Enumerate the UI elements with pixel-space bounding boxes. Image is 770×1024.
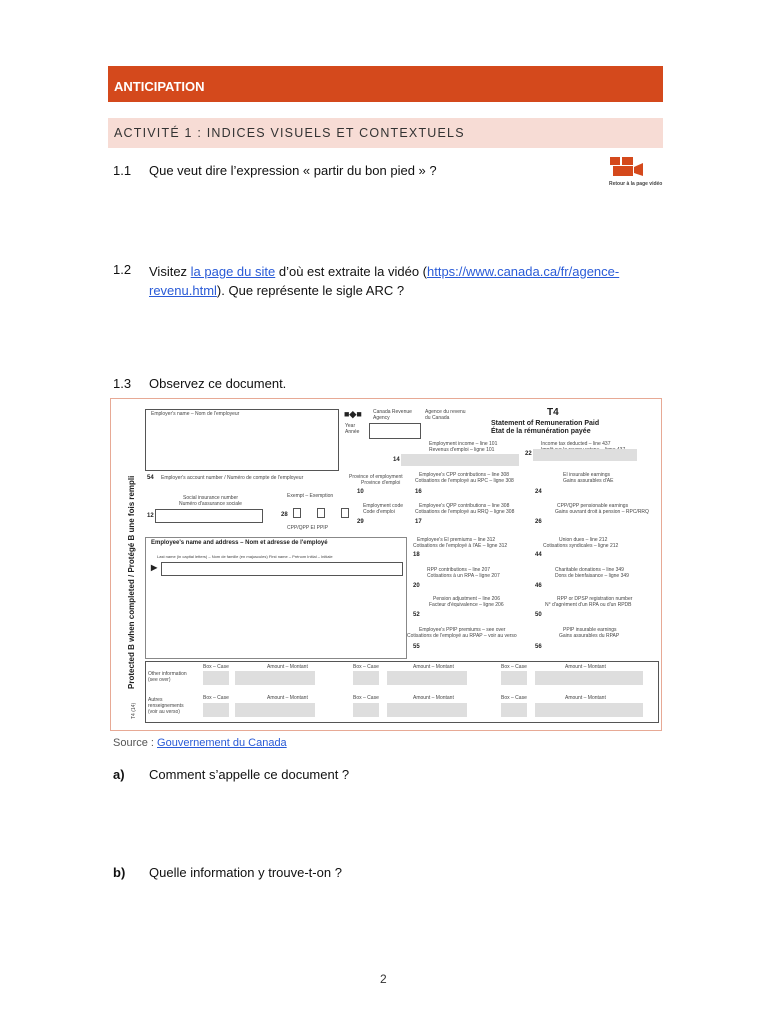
exempt-box-1 <box>293 508 301 518</box>
box10-number: 10 <box>357 489 364 495</box>
other-field-3b <box>535 671 643 685</box>
year-box <box>369 423 421 439</box>
annee-label: Année <box>345 429 360 435</box>
question-1-3-number: 1.3 <box>113 376 132 391</box>
employer-box <box>145 409 339 471</box>
canada-url-link-cont[interactable]: revenu.html <box>149 283 217 298</box>
sin-box <box>155 509 263 523</box>
box22-label: Income tax deducted – line 437 <box>541 441 611 447</box>
other-field-2a <box>353 671 379 685</box>
box18-label: Employee's EI premiums – line 312 <box>417 537 496 543</box>
video-return-logo[interactable] <box>609 155 663 187</box>
statement-title-en: Statement of Remuneration Paid <box>491 420 600 427</box>
q2-pre: Visitez <box>149 264 191 279</box>
boxcase-1: Box – Case <box>203 664 229 670</box>
box14-label: Employment income – line 101 <box>429 441 498 447</box>
other-field-3a <box>501 671 527 685</box>
box22-field <box>533 449 637 461</box>
autres-label: Autres <box>148 697 163 703</box>
employer-label: Employer's name – Nom de l'employeur <box>151 411 240 417</box>
box29-number: 29 <box>357 519 364 525</box>
box12-number: 12 <box>147 513 154 519</box>
amount-1: Amount – Montant <box>267 664 308 670</box>
sin-label-fr: Numéro d'assurance sociale <box>179 501 242 507</box>
box24-label-fr: Gains assurables d'AE <box>563 478 614 484</box>
exempt-label: Exempt – Exemption <box>287 493 334 499</box>
canada-url-link[interactable]: https://www.canada.ca/fr/agence- <box>427 264 620 279</box>
box24-label: EI insurable earnings <box>563 472 610 478</box>
canada-flag-icon: ■◆■ <box>344 409 362 419</box>
t4-form-image <box>110 398 662 731</box>
employee-name-title: Employee's name and address – Nom et adresse de l'employé <box>151 540 328 546</box>
autres-label-2: renseignements <box>148 703 184 709</box>
exempt-box-3 <box>341 508 349 518</box>
question-a-label: a) <box>113 767 125 782</box>
other-field-6a <box>501 703 527 717</box>
box20-label-fr: Cotisations à un RPA – ligne 207 <box>427 573 500 579</box>
question-1-2-text <box>149 262 669 300</box>
box22-number: 22 <box>525 451 532 457</box>
other-field-5a <box>353 703 379 717</box>
box26-number: 26 <box>535 519 542 525</box>
box52-number: 52 <box>413 612 420 618</box>
amount-6: Amount – Montant <box>565 695 606 701</box>
question-b-text: Quelle information y trouve-t-on ? <box>149 865 342 880</box>
question-b-label: b) <box>113 865 126 880</box>
box44-label-fr: Cotisations syndicales – ligne 212 <box>543 543 619 549</box>
box54-number: 54 <box>147 475 154 481</box>
box46-label: Charitable donations – line 349 <box>555 567 624 573</box>
video-return-label: Retour à la page vidéo <box>609 181 663 187</box>
source-line <box>113 737 287 749</box>
video-camera-icon <box>609 155 645 177</box>
employee-name-field <box>161 562 403 576</box>
box20-label: RPP contributions – line 207 <box>427 567 491 573</box>
box16-number: 16 <box>415 489 422 495</box>
other-info-label: Other information <box>148 671 187 677</box>
box17-number: 17 <box>415 519 422 525</box>
page-number: 2 <box>380 972 387 986</box>
agency-name-fr-2: du Canada <box>425 415 450 421</box>
box24-number: 24 <box>535 489 542 495</box>
year-label: Year <box>345 423 356 429</box>
boxcase-6: Box – Case <box>501 695 527 701</box>
other-field-4b <box>235 703 315 717</box>
t4-form-code: T4 (14) <box>131 702 137 719</box>
other-field-1a <box>203 671 229 685</box>
box56-label: PPIP insurable earnings <box>563 627 617 633</box>
other-field-2b <box>387 671 467 685</box>
agency-name-fr: Agence du revenu <box>425 409 466 415</box>
question-1-3-text: Observez ce document. <box>149 376 287 391</box>
boxcase-3: Box – Case <box>501 664 527 670</box>
province-label: Province of employment <box>349 474 403 480</box>
site-page-link[interactable]: la page du site <box>190 264 276 279</box>
question-a-text: Comment s’appelle ce document ? <box>149 767 350 782</box>
cppqpp-label: CPP/QPP EI PPIP <box>287 525 329 531</box>
other-field-1b <box>235 671 315 685</box>
box18-number: 18 <box>413 552 420 558</box>
box55-number: 55 <box>413 644 420 650</box>
question-1-1-text: Que veut dire l’expression « partir du bon pied » ? <box>149 163 437 178</box>
box50-label: RPP or DPSP registration number <box>557 596 633 602</box>
box20-number: 20 <box>413 583 420 589</box>
empcode-label-fr: Code d'emploi <box>363 509 395 515</box>
activity-banner: ACTIVITÉ 1 : INDICES VISUELS ET CONTEXTUELS <box>108 118 663 148</box>
box55-label: Employee's PPIP premiums – see over <box>419 627 506 633</box>
source-label: Source : <box>113 737 158 749</box>
protected-b-side-text: Protected B when completed / Protégé B une fois rempli <box>127 475 136 689</box>
box28-number: 28 <box>281 512 288 518</box>
box44-number: 44 <box>535 552 542 558</box>
box56-label-fr: Gains assurables du RPAP <box>559 633 620 639</box>
amount-2: Amount – Montant <box>413 664 454 670</box>
box14-label-fr: Revenus d'emploi – ligne 101 <box>429 447 495 453</box>
section-banner: ANTICIPATION <box>108 66 663 102</box>
sin-label: Social insurance number <box>183 495 239 501</box>
agency-name-en: Canada Revenue <box>373 409 412 415</box>
q2-mid: d’où est extraite la vidéo ( <box>275 264 427 279</box>
province-label-fr: Province d'emploi <box>361 480 401 486</box>
boxcase-2: Box – Case <box>353 664 379 670</box>
boxcase-4: Box – Case <box>203 695 229 701</box>
box50-label-fr: N° d'agrément d'un RPA ou d'un RPDB <box>545 602 632 608</box>
amount-3: Amount – Montant <box>565 664 606 670</box>
box18-label-fr: Cotisations de l'employé à l'AE – ligne 312 <box>413 543 508 549</box>
box46-number: 46 <box>535 583 542 589</box>
exempt-box-2 <box>317 508 325 518</box>
source-link[interactable]: Gouvernement du Canada <box>157 737 287 749</box>
amount-5: Amount – Montant <box>413 695 454 701</box>
box16-label-fr: Cotisations de l'employé au RPC – ligne 308 <box>415 478 514 484</box>
other-field-4a <box>203 703 229 717</box>
q2-post: ). Que représente le sigle ARC ? <box>216 283 405 298</box>
box46-label-fr: Dons de bienfaisance – ligne 349 <box>555 573 629 579</box>
agency-name-en-2: Agency <box>373 415 390 421</box>
t4-title: T4 <box>547 407 559 418</box>
question-1-2-number: 1.2 <box>113 262 132 277</box>
question-1-1-number: 1.1 <box>113 163 132 178</box>
box16-label: Employee's CPP contributions – line 308 <box>419 472 510 478</box>
box55-label-fr: Cotisations de l'employé au RPAP – voir au verso <box>407 633 517 639</box>
employee-name-columns: Last name (in capital letters) – Nom de famille (en majuscules) First name – Prénom Initial – Initiale <box>157 554 333 559</box>
box14-number: 14 <box>393 457 400 463</box>
statement-title-fr: État de la rémunération payée <box>491 428 591 435</box>
box26-label-fr: Gains ouvrant droit à pension – RPC/RRQ <box>555 509 649 515</box>
box17-label: Employee's QPP contributions – line 308 <box>419 503 510 509</box>
amount-4: Amount – Montant <box>267 695 308 701</box>
box14-field <box>401 454 519 466</box>
empcode-label: Employment code <box>363 503 404 509</box>
other-field-5b <box>387 703 467 717</box>
other-field-6b <box>535 703 643 717</box>
box52-label-fr: Facteur d'équivalence – ligne 206 <box>429 602 504 608</box>
boxcase-5: Box – Case <box>353 695 379 701</box>
box54-label: Employer's account number / Numéro de compte de l'employeur <box>161 475 304 481</box>
box44-label: Union dues – line 212 <box>559 537 608 543</box>
box50-number: 50 <box>535 612 542 618</box>
box56-number: 56 <box>535 644 542 650</box>
box17-label-fr: Cotisations de l'employé au RRQ – ligne 308 <box>415 509 515 515</box>
box52-label: Pension adjustment – line 206 <box>433 596 500 602</box>
name-arrow-icon: ▶ <box>151 563 158 572</box>
other-info-label-2: (see over) <box>148 677 171 683</box>
autres-label-3: (voir au verso) <box>148 709 180 715</box>
box26-label: CPP/QPP pensionable earnings <box>557 503 629 509</box>
